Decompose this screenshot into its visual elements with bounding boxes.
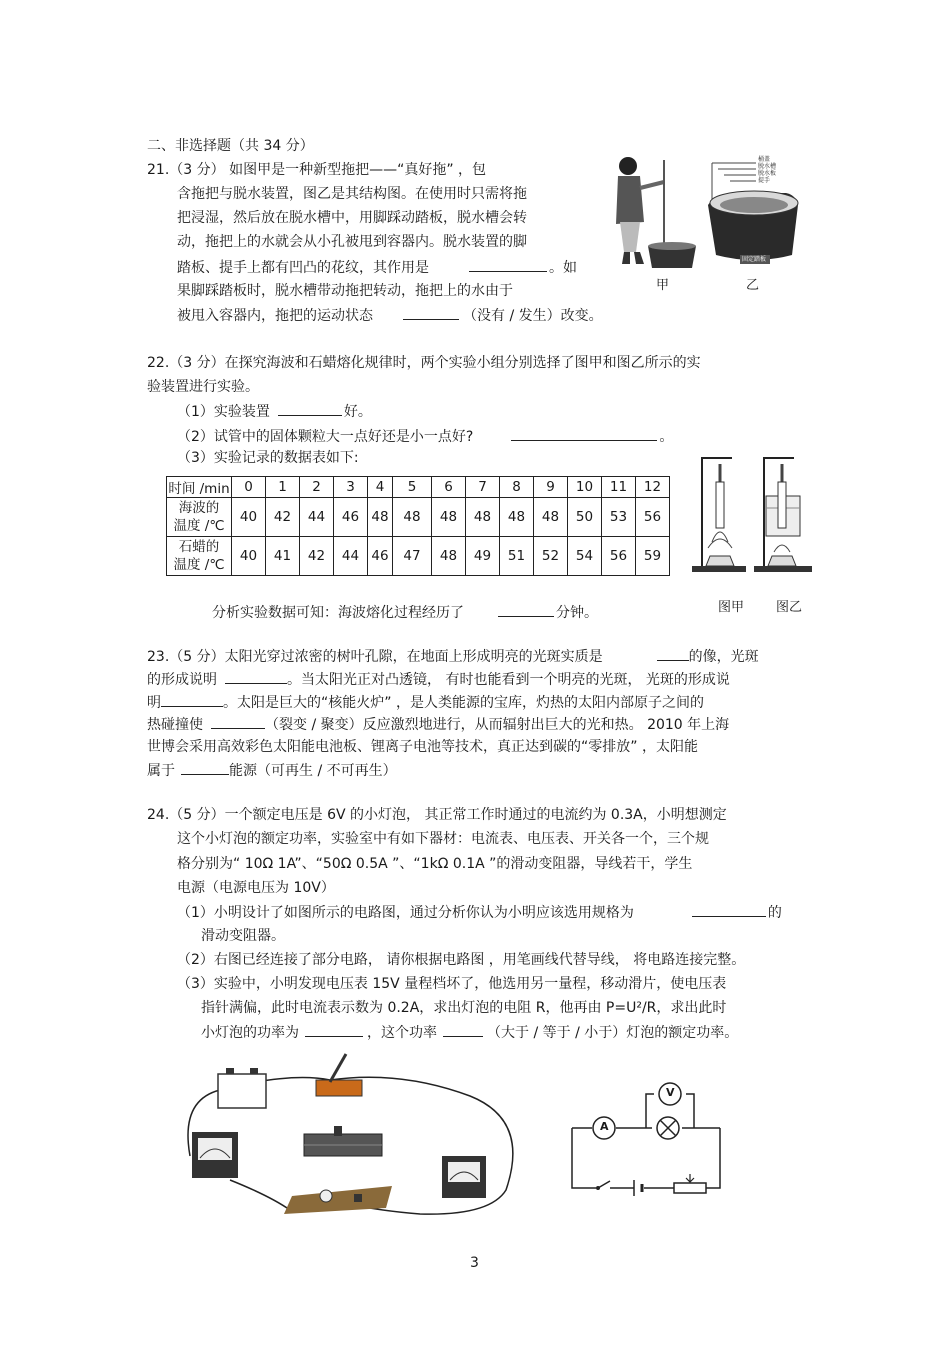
q24-part-1 bbox=[177, 902, 782, 923]
fig-label-tujia: 图甲 bbox=[718, 600, 745, 615]
table-cell: 49 bbox=[466, 537, 500, 576]
q22-part-2-end: 。 bbox=[659, 429, 674, 445]
q23-blank-1[interactable] bbox=[657, 646, 689, 661]
q23-line-6 bbox=[147, 760, 397, 781]
q22-line-1: 22.（3 分）在探究海波和石蜡熔化规律时，两个实验小组分别选择了图甲和图乙所示的实 bbox=[147, 355, 701, 371]
table-cell: 47 bbox=[393, 537, 432, 576]
table-cell: 56 bbox=[602, 537, 636, 576]
table-cell: 46 bbox=[334, 498, 368, 537]
fig-label-jia: 甲 bbox=[656, 278, 670, 293]
q21-line-7 bbox=[177, 305, 603, 326]
q21-line-5-text: 踏板、提手上都有凹凸的花纹，其作用是 bbox=[177, 260, 429, 276]
circuit-diagram bbox=[560, 1078, 730, 1200]
q24-blank-3[interactable] bbox=[443, 1022, 483, 1037]
q23-blank-5[interactable] bbox=[181, 760, 229, 775]
table-cell: 40 bbox=[232, 498, 266, 537]
q22-analysis-text: 分析实验数据可知：海波熔化过程经历了 bbox=[212, 605, 464, 621]
table-header-cell: 时间 /min bbox=[167, 477, 232, 498]
q24-blank-1[interactable] bbox=[692, 902, 766, 917]
q22-analysis bbox=[212, 602, 598, 623]
q23-blank-2[interactable] bbox=[225, 669, 287, 684]
q21-line-7-text: 被甩入容器内，拖把的运动状态 bbox=[177, 308, 373, 324]
q22-part-1 bbox=[177, 401, 372, 422]
table-cell: 40 bbox=[232, 537, 266, 576]
q24-line-4: 电源（电源电压为 10V） bbox=[177, 880, 335, 896]
q24-part-3-line-3-text: 小灯泡的功率为 bbox=[201, 1025, 299, 1041]
table-header-cell: 2 bbox=[300, 477, 334, 498]
q23-line-3-end: 。太阳是巨大的“核能火炉” ，是人类能源的宝库，灼热的太阳内部原子之间的 bbox=[223, 695, 704, 711]
table-cell: 44 bbox=[300, 498, 334, 537]
mop-bucket-structure-figure bbox=[704, 155, 804, 267]
q21-line-3: 把浸湿，然后放在脱水槽中，用脚踩动踏板，脱水槽会转 bbox=[177, 210, 527, 226]
table-cell: 48 bbox=[500, 498, 534, 537]
table-cell: 42 bbox=[266, 498, 300, 537]
q23-line-6-end: 能源（可再生 / 不可再生） bbox=[229, 763, 397, 779]
ammeter-symbol: A bbox=[600, 1120, 609, 1133]
q23-line-2-end: 。当太阳光正对凸透镜， 有时也能看到一个明亮的光斑， 光斑的形成说 bbox=[287, 672, 730, 688]
table-header-cell: 7 bbox=[466, 477, 500, 498]
q23-line-1 bbox=[147, 646, 759, 667]
q23-line-5: 世博会采用高效彩色太阳能电池板、锂离子电池等技术，真正达到碳的“零排放” ，太阳能 bbox=[147, 739, 698, 755]
q21-blank-2[interactable] bbox=[403, 305, 459, 320]
q21-line-6: 果脚踩踏板时，脱水槽带动拖把转动，拖把上的水由于 bbox=[177, 283, 513, 299]
table-cell: 48 bbox=[432, 537, 466, 576]
part-label-4: 提手 bbox=[758, 177, 771, 184]
q23-line-4-end: （裂变 / 聚变）反应激烈地进行，从而辐射出巨大的光和热。 2010 年上海 bbox=[265, 717, 730, 733]
q24-part-1-text: （1）小明设计了如图所示的电路图，通过分析你认为小明应该选用规格为 bbox=[177, 905, 634, 921]
part-label-3: 脱水板 bbox=[758, 170, 777, 177]
row-label-haibo bbox=[167, 498, 232, 537]
table-header-cell: 4 bbox=[368, 477, 393, 498]
q22-part-1-text: （1）实验装置 bbox=[177, 404, 270, 420]
q23-line-6-text: 属于 bbox=[147, 763, 175, 779]
row-label-line: 温度 /℃ bbox=[173, 557, 225, 573]
row-label-line: 温度 /℃ bbox=[173, 518, 225, 534]
q22-analysis-end: 分钟。 bbox=[556, 605, 598, 621]
q23-blank-3[interactable] bbox=[161, 692, 223, 707]
table-cell: 48 bbox=[368, 498, 393, 537]
fig-label-yi: 乙 bbox=[746, 278, 760, 293]
q23-line-3 bbox=[147, 692, 704, 713]
row-label-line: 石蜡的 bbox=[178, 539, 220, 555]
q21-line-4: 动，拖把上的水就会从小孔被甩到容器内。脱水装置的脚 bbox=[177, 234, 527, 250]
part-label-1: 桶盖 bbox=[758, 156, 771, 163]
q22-part-1-end: 好。 bbox=[343, 404, 372, 420]
fig-label-tuyi: 图乙 bbox=[776, 600, 803, 615]
table-cell: 48 bbox=[466, 498, 500, 537]
q22-part-2-text: （2）试管中的固体颗粒大一点好还是小一点好? bbox=[177, 429, 474, 445]
table-cell: 52 bbox=[534, 537, 568, 576]
table-header-cell: 0 bbox=[232, 477, 266, 498]
q23-line-1-text: 23.（5 分）太阳光穿过浓密的树叶孔隙，在地面上形成明亮的光斑实质是 bbox=[147, 649, 603, 665]
table-cell: 48 bbox=[432, 498, 466, 537]
q22-blank-1[interactable] bbox=[278, 401, 342, 416]
page-number: 3 bbox=[470, 1255, 479, 1271]
q24-part-2: （2）右图已经连接了部分电路， 请你根据电路图 ，用笔画线代替导线， 将电路连接完整。 bbox=[177, 952, 746, 968]
table-header-cell: 8 bbox=[500, 477, 534, 498]
section-title: 二、非选择题（共 34 分） bbox=[147, 138, 314, 154]
table-cell: 56 bbox=[636, 498, 670, 537]
q22-part-2 bbox=[177, 426, 673, 447]
table-header-cell: 1 bbox=[266, 477, 300, 498]
melting-data-table bbox=[166, 476, 670, 576]
table-header-cell: 3 bbox=[334, 477, 368, 498]
q22-part-3: （3）实验记录的数据表如下: bbox=[177, 450, 359, 466]
part-label-2: 脱水槽 bbox=[758, 163, 777, 170]
q23-line-4-text: 热碰撞使 bbox=[147, 717, 203, 733]
q22-line-2: 验装置进行实验。 bbox=[147, 379, 259, 395]
q24-part-3-line-3 bbox=[201, 1022, 738, 1043]
mop-person-figure bbox=[600, 152, 710, 272]
q24-line-1: 24.（5 分）一个额定电压是 6V 的小灯泡， 其正常工作时通过的电流约为 0.3A，小明想测定 bbox=[147, 807, 727, 823]
table-cell: 41 bbox=[266, 537, 300, 576]
q24-line-3: 格分别为“ 10Ω 1A”、“50Ω 0.5A ”、“1kΩ 0.1A ”的滑动变阻器，导线若干，学生 bbox=[177, 856, 693, 872]
row-label-shila bbox=[167, 537, 232, 576]
q24-part-1-cont: 滑动变阻器。 bbox=[201, 928, 285, 944]
row-label-line: 海波的 bbox=[178, 500, 220, 516]
voltmeter-symbol: V bbox=[666, 1086, 675, 1099]
q21-line-7-end: （没有 / 发生）改变。 bbox=[463, 308, 603, 324]
table-header-cell: 11 bbox=[602, 477, 636, 498]
q22-blank-2[interactable] bbox=[511, 426, 657, 441]
table-header-cell: 10 bbox=[568, 477, 602, 498]
table-cell: 42 bbox=[300, 537, 334, 576]
table-cell: 51 bbox=[500, 537, 534, 576]
table-header-row bbox=[167, 477, 670, 498]
q22-blank-3[interactable] bbox=[498, 602, 554, 617]
q24-part-1-end: 的 bbox=[767, 905, 782, 921]
table-row-haibo bbox=[167, 498, 670, 537]
q21-line-1: 21.（3 分） 如图甲是一种新型拖把——“真好拖” ，包 bbox=[147, 162, 487, 178]
table-cell: 50 bbox=[568, 498, 602, 537]
part-label-5: 固定踏板 bbox=[742, 256, 767, 263]
table-header-cell: 12 bbox=[636, 477, 670, 498]
melting-apparatus-figure bbox=[688, 452, 818, 574]
q23-line-1-end: 的像，光斑 bbox=[688, 649, 759, 665]
table-cell: 59 bbox=[636, 537, 670, 576]
q24-part-3-line-1: （3）实验中，小明发现电压表 15V 量程档坏了，他选用另一量程，移动滑片，使电压表 bbox=[177, 976, 727, 992]
table-cell: 54 bbox=[568, 537, 602, 576]
table-cell: 53 bbox=[602, 498, 636, 537]
q21-line-5 bbox=[177, 257, 577, 278]
table-header-cell: 5 bbox=[393, 477, 432, 498]
q24-part-3-line-3-mid: ，这个功率 bbox=[367, 1025, 437, 1041]
table-header-cell: 9 bbox=[534, 477, 568, 498]
q23-blank-4[interactable] bbox=[211, 714, 265, 729]
q21-blank-1[interactable] bbox=[469, 257, 547, 272]
q24-line-2: 这个小灯泡的额定功率，实验室中有如下器材：电流表、电压表、开关各一个，三个规 bbox=[177, 831, 709, 847]
table-header-cell: 6 bbox=[432, 477, 466, 498]
q24-blank-2[interactable] bbox=[305, 1022, 363, 1037]
table-cell: 48 bbox=[534, 498, 568, 537]
physical-circuit-figure bbox=[170, 1050, 530, 1220]
q23-line-3-text: 明 bbox=[147, 695, 161, 711]
q24-part-3-line-2: 指针满偏，此时电流表示数为 0.2A，求出灯泡的电阻 R，他再由 P=U²/R，求出此时 bbox=[201, 1000, 727, 1016]
table-cell: 44 bbox=[334, 537, 368, 576]
q23-line-2-text: 的形成说明 bbox=[147, 672, 217, 688]
q23-line-4 bbox=[147, 714, 729, 735]
table-cell: 48 bbox=[393, 498, 432, 537]
q23-line-2 bbox=[147, 669, 730, 690]
table-cell: 46 bbox=[368, 537, 393, 576]
q21-line-2: 含拖把与脱水装置，图乙是其结构图。在使用时只需将拖 bbox=[177, 186, 527, 202]
q21-line-5-end: 。如 bbox=[549, 260, 577, 276]
q24-part-3-line-3-end: （大于 / 等于 / 小于）灯泡的额定功率。 bbox=[487, 1025, 739, 1041]
table-row-shila bbox=[167, 537, 670, 576]
